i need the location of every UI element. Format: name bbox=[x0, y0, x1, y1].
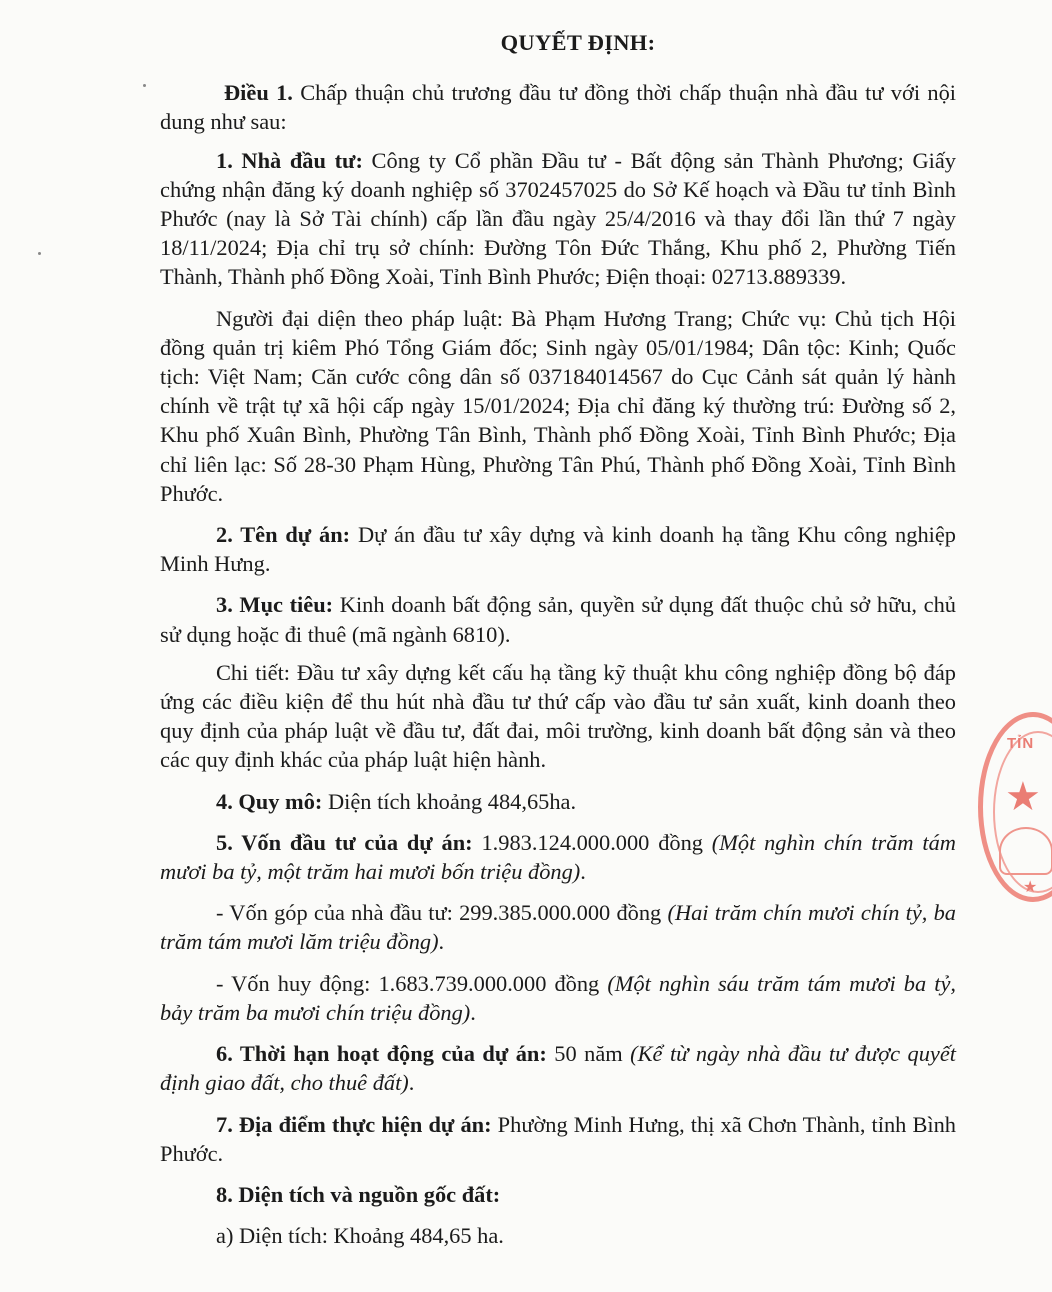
item-3-objective bbox=[160, 590, 956, 648]
capital-mobilized-note: (Một nghìn sáu trăm tám mươi ba tỷ, bảy trăm ba mươi chín triệu đồng) bbox=[160, 970, 956, 1025]
item-5-note: (Một nghìn chín trăm tám mươi ba tỷ, một trăm hai mươi bốn triệu đồng) bbox=[160, 829, 956, 885]
legal-representative bbox=[160, 304, 956, 508]
item-6-end: . bbox=[408, 1070, 415, 1096]
document-title: QUYẾT ĐỊNH: bbox=[500, 30, 656, 55]
item-1-text: Công ty Cổ phần Đầu tư - Bất động sản Thành Phương; Giấy chứng nhận đăng ký doanh nghiệp số 3702457025 do Sở Kế hoạch và Đầu tư tỉnh Bình Phước (nay là Sở Tài chính) cấp lần đầu ngày 25/4/2016 và thay đổi lần thứ 7 ngày 18/11/2024; Địa chỉ trụ sở chính: Đường Tôn Đức Thắng, Khu phố 2, Phường Tiến Thành, Thành phố Đồng Xoài, Tỉnh Bình Phước; Điện thoại: 02713.889339. bbox=[160, 147, 956, 290]
item-1-investor bbox=[160, 146, 956, 292]
item-7-label: 7. Địa điểm thực hiện dự án: bbox=[216, 1111, 492, 1137]
capital-mobilized-text: - Vốn huy động: 1.683.739.000.000 đồng bbox=[216, 970, 608, 996]
seal-text: TỈN bbox=[1007, 735, 1035, 752]
capital-contribution-text: - Vốn góp của nhà đầu tư: 299.385.000.000 đồng bbox=[216, 900, 668, 926]
item-6-duration bbox=[160, 1039, 956, 1097]
item-5-label: 5. Vốn đầu tư của dự án: bbox=[216, 829, 473, 855]
item-8a-area bbox=[160, 1221, 956, 1250]
item-4-label: 4. Quy mô: bbox=[216, 788, 323, 814]
capital-contribution bbox=[160, 898, 956, 956]
item-6-text: 50 năm bbox=[546, 1041, 631, 1067]
item-8a-text: a) Diện tích: Khoảng 484,65 ha. bbox=[216, 1223, 504, 1249]
item-8-label: 8. Diện tích và nguồn gốc đất: bbox=[216, 1181, 501, 1207]
item-7-text: Phường Minh Hưng, thị xã Chơn Thành, tỉnh Bình Phước. bbox=[160, 1111, 956, 1166]
item-3-label: 3. Mục tiêu: bbox=[216, 592, 334, 618]
item-5-investment-capital bbox=[160, 828, 956, 886]
objective-detail-text: Chi tiết: Đầu tư xây dựng kết cấu hạ tầng kỹ thuật khu công nghiệp đồng bộ đáp ứng các điều kiện để thu hút nhà đầu tư thứ cấp vào đầu tư sản xuất, kinh doanh theo quy định của pháp luật về đầu tư, đất đai, môi trường, kinh doanh bất động sản và theo các quy định khác của pháp luật hiện hành. bbox=[160, 659, 956, 773]
seal-star-icon: ★ bbox=[1005, 774, 1041, 819]
item-5-text: 1.983.124.000.000 đồng bbox=[472, 829, 712, 855]
article-1-text: Chấp thuận chủ trương đầu tư đồng thời chấp thuận nhà đầu tư với nội dung như sau: bbox=[160, 80, 956, 135]
item-2-text: Dự án đầu tư xây dựng và kinh doanh hạ tầng Khu công nghiệp Minh Hưng. bbox=[160, 522, 956, 577]
capital-contribution-note: (Hai trăm chín mươi chín tỷ, ba trăm tám mươi lăm triệu đồng) bbox=[160, 900, 956, 955]
item-3-text: Kinh doanh bất động sản, quyền sử dụng đất thuộc chủ sở hữu, chủ sử dụng hoặc đi thuê (mã ngành 6810). bbox=[160, 592, 957, 647]
article-1 bbox=[160, 78, 956, 136]
item-1-label: 1. Nhà đầu tư: bbox=[216, 147, 363, 173]
seal-emblem-icon bbox=[999, 827, 1052, 875]
item-6-note: (Kể từ ngày nhà đầu tư được quyết định giao đất, cho thuê đất) bbox=[160, 1041, 957, 1096]
item-2-label: 2. Tên dự án: bbox=[216, 522, 351, 548]
item-8-land bbox=[160, 1180, 956, 1209]
article-1-label: Điều 1. bbox=[224, 80, 293, 106]
legal-representative-text: Người đại diện theo pháp luật: Bà Phạm Hương Trang; Chức vụ: Chủ tịch Hội đồng quản trị kiêm Phó Tổng Giám đốc; Sinh ngày 05/01/1984; Dân tộc: Kinh; Quốc tịch: Việt Nam; Căn cước công dân số 037184014567 do Cục Cảnh sát quản lý hành chính về trật tự xã hội cấp ngày 15/01/2024; Địa chỉ đăng ký thường trú: Đường số 2, Khu phố Xuân Bình, Phường Tân Bình, Thành phố Đồng Xoài, Tỉnh Bình Phước; Địa chỉ liên lạc: Số 28-30 Phạm Hùng, Phường Tân Phú, Thành phố Đồng Xoài, Tỉnh Bình Phước. bbox=[160, 305, 956, 506]
seal-small-star-icon: ★ bbox=[1023, 879, 1038, 896]
item-4-text: Diện tích khoảng 484,65ha. bbox=[322, 788, 577, 814]
capital-contribution-end: . bbox=[438, 929, 445, 955]
capital-mobilized-end: . bbox=[470, 999, 476, 1025]
item-6-label: 6. Thời hạn hoạt động của dự án: bbox=[216, 1041, 547, 1067]
objective-detail bbox=[160, 658, 956, 775]
item-2-project-name bbox=[160, 520, 956, 578]
scan-speck bbox=[143, 84, 146, 87]
item-7-location bbox=[160, 1110, 956, 1168]
capital-mobilized bbox=[160, 969, 956, 1027]
item-5-end: . bbox=[580, 859, 586, 885]
scan-speck bbox=[38, 252, 41, 255]
item-4-scale bbox=[160, 787, 956, 816]
